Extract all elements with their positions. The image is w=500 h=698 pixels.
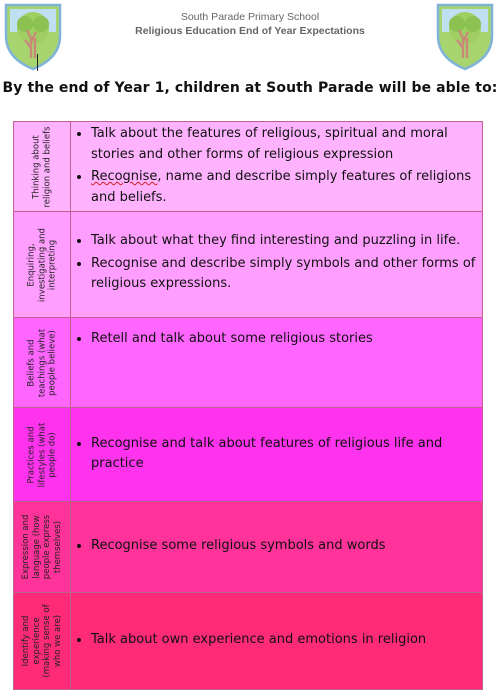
list-item <box>91 231 482 252</box>
document-header <box>0 10 500 38</box>
bullet-text: , name and describe simply features of religions and beliefs. <box>91 169 472 205</box>
expectations-table <box>13 121 483 690</box>
row-label-cell <box>14 502 71 593</box>
row-label: Thinking about religion and beliefs <box>31 126 52 207</box>
row-content-cell <box>71 212 483 318</box>
bullet-text: Recognise some religious symbols and words <box>91 538 386 554</box>
list-item <box>91 254 482 295</box>
bullet-text: Retell and talk about some religious stories <box>91 331 373 346</box>
spelling-flagged-word: Recognise <box>91 169 158 184</box>
row-content-cell <box>71 408 483 502</box>
bullet-list <box>71 329 482 350</box>
list-item <box>91 434 482 475</box>
bullet-text: Talk about the features of religious, spiritual and moral stories and other forms of religious expression <box>91 126 448 162</box>
list-item <box>91 329 482 350</box>
row-content-cell <box>71 122 483 212</box>
table-row <box>14 318 483 408</box>
table-row <box>14 502 483 593</box>
school-name: South Parade Primary School <box>180 11 320 23</box>
row-content-cell <box>71 593 483 690</box>
row-label-cell <box>14 593 71 690</box>
bullet-list <box>71 630 482 651</box>
row-label: Enquiring, investigating and interpreting <box>26 227 58 302</box>
table-row <box>14 122 483 212</box>
table-row <box>14 593 483 690</box>
list-item <box>91 167 482 208</box>
row-label-cell <box>14 212 71 318</box>
row-label: Identify and experience (making sense of who we are) <box>21 604 63 678</box>
text-cursor <box>37 54 38 71</box>
page-heading: By the end of Year 1, children at South Parade will be able to: <box>2 80 498 96</box>
list-item <box>91 630 482 651</box>
table-row <box>14 408 483 502</box>
list-item <box>91 124 482 165</box>
row-label: Practices and lifestyles (what people do) <box>26 422 58 487</box>
row-label: Beliefs and teachings (what people believe) <box>26 328 58 397</box>
document-title: Religious Education End of Year Expectations <box>135 25 365 37</box>
bullet-list <box>71 536 482 557</box>
bullet-list <box>71 434 482 475</box>
table-row <box>14 212 483 318</box>
bullet-text: Talk about what they find interesting and puzzling in life. <box>91 233 461 248</box>
bullet-list <box>71 231 482 295</box>
list-item <box>91 536 482 557</box>
row-label-cell <box>14 122 71 212</box>
row-content-cell <box>71 502 483 593</box>
bullet-list <box>71 124 482 208</box>
bullet-text: Recognise and talk about features of religious life and practice <box>91 435 443 471</box>
bullet-text: Talk about own experience and emotions in religion <box>91 632 427 648</box>
bullet-text: Recognise and describe simply symbols and other forms of religious expressions. <box>91 255 476 291</box>
row-label: Expression and language (how people express themselves) <box>21 514 63 580</box>
row-content-cell <box>71 318 483 408</box>
row-label-cell <box>14 408 71 502</box>
row-label-cell <box>14 318 71 408</box>
